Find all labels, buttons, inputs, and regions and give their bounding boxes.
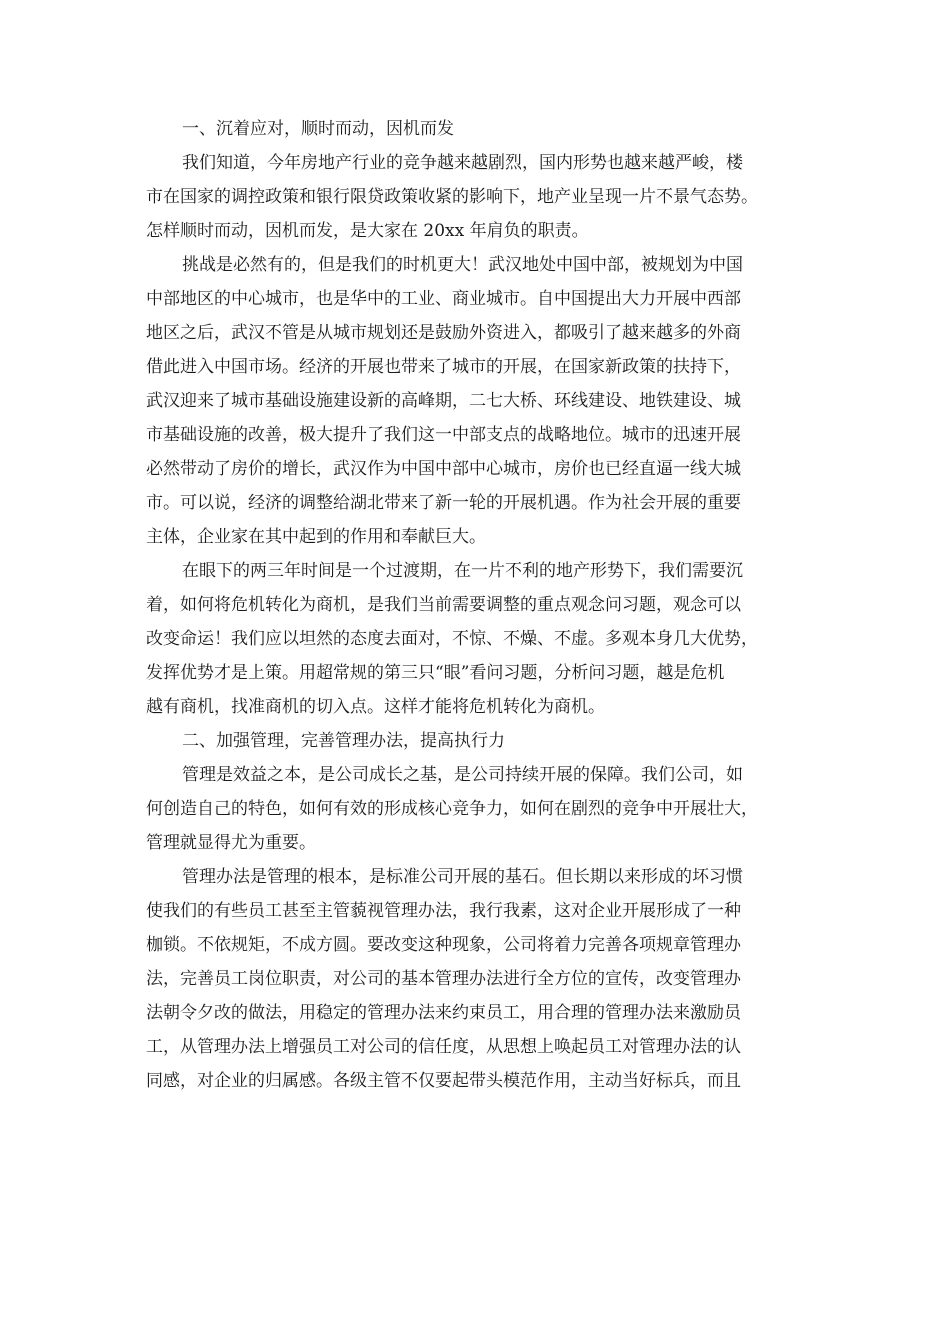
section-heading [146,724,808,758]
text-line: 管理办法是管理的根本，是标准公司开展的基石。但长期以来形成的坏习惯 [182,867,743,887]
text-line: 市基础设施的改善，极大提升了我们这一中部支点的战略地位。城市的迅速开展 [146,425,741,445]
paragraph [146,860,808,1098]
paragraph [146,758,808,860]
text-line: 同感，对企业的归属感。各级主管不仅要起带头模范作用，主动当好标兵，而且 [146,1071,741,1091]
paragraph [146,248,808,554]
paragraph [146,146,808,248]
text-line: 武汉迎来了城市基础设施建设新的高峰期，二七大桥、环线建设、地铁建设、城 [146,391,741,411]
text-line: 法朝令夕改的做法，用稳定的管理办法来约束员工，用合理的管理办法来激励员 [146,1003,741,1023]
text-line: 地区之后，武汉不管是从城市规划还是鼓励外资进入，都吸引了越来越多的外商 [146,323,741,343]
text-line: 法，完善员工岗位职责，对公司的基本管理办法进行全方位的宣传，改变管理办 [146,969,741,989]
text-line: 二、加强管理，完善管理办法，提高执行力 [182,731,505,751]
section-heading [146,112,808,146]
text-line: 必然带动了房价的增长，武汉作为中国中部中心城市，房价也已经直逼一线大城 [146,459,741,479]
text-line: 着，如何将危机转化为商机，是我们当前需要调整的重点观念问习题，观念可以 [146,595,741,615]
text-line: 主体，企业家在其中起到的作用和奉献巨大。 [146,527,486,547]
text-line: 借此进入中国市场。经济的开展也带来了城市的开展，在国家新政策的扶持下， [146,357,741,377]
text-line: 在眼下的两三年时间是一个过渡期，在一片不利的地产形势下，我们需要沉 [182,561,743,581]
text-line: 管理就显得尤为重要。 [146,833,316,853]
text-line: 管理是效益之本，是公司成长之基，是公司持续开展的保障。我们公司，如 [182,765,743,785]
paragraph [146,554,808,724]
text-line: 何创造自己的特色，如何有效的形成核心竞争力，如何在剧烈的竞争中开展壮大， [146,799,758,819]
text-line: 挑战是必然有的，但是我们的时机更大！武汉地处中国中部，被规划为中国 [182,255,743,275]
text-line: 发挥优势才是上策。用超常规的第三只“眼”看问习题，分析问习题，越是危机 [146,663,725,683]
text-line: 使我们的有些员工甚至主管藐视管理办法，我行我素，这对企业开展形成了一种 [146,901,741,921]
text-line: 中部地区的中心城市，也是华中的工业、商业城市。自中国提出大力开展中西部 [146,289,741,309]
text-line: 枷锁。不依规矩，不成方圆。要改变这种现象，公司将着力完善各项规章管理办 [146,935,741,955]
text-line: 一、沉着应对，顺时而动，因机而发 [182,119,454,139]
text-line: 怎样顺时而动，因机而发，是大家在 20xx 年肩负的职责。 [146,221,589,241]
text-line: 市在国家的调控政策和银行限贷政策收紧的影响下，地产业呈现一片不景气态势。 [146,187,758,207]
text-line: 越有商机，找准商机的切入点。这样才能将危机转化为商机。 [146,697,605,717]
text-line: 我们知道，今年房地产行业的竞争越来越剧烈，国内形势也越来越严峻，楼 [182,153,743,173]
text-line: 工，从管理办法上增强员工对公司的信任度，从思想上唤起员工对管理办法的认 [146,1037,741,1057]
text-line: 市。可以说，经济的调整给湖北带来了新一轮的开展机遇。作为社会开展的重要 [146,493,741,513]
text-line: 改变命运！我们应以坦然的态度去面对，不惊、不燥、不虚。多观本身几大优势， [146,629,758,649]
document-page [146,112,808,1098]
